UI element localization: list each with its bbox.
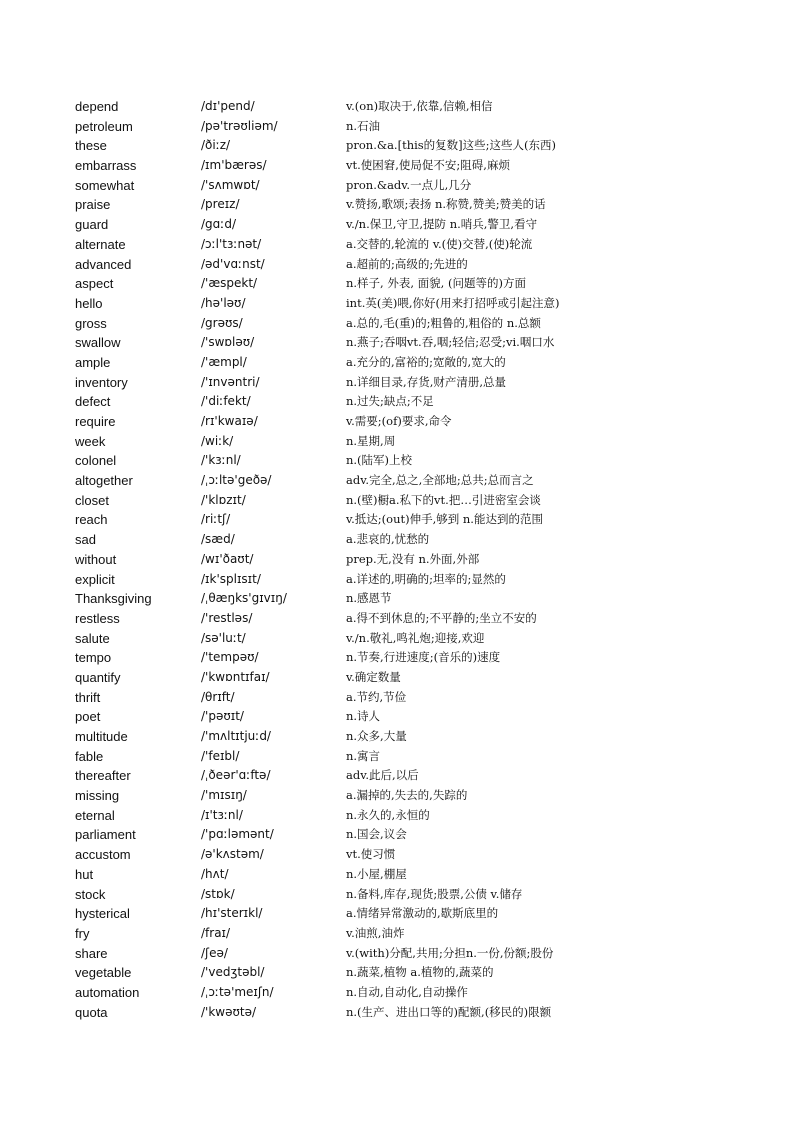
vocab-row — [75, 491, 775, 511]
vocab-meaning: v.确定数量 — [346, 669, 401, 684]
vocab-pronunciation: /'klɒzɪt/ — [201, 492, 246, 507]
vocab-word: advanced — [75, 256, 132, 272]
vocab-word: automation — [75, 984, 140, 1000]
vocab-meaning: n.寓言 — [346, 748, 381, 763]
vocab-row — [75, 825, 775, 845]
vocab-pronunciation: /'pəʊɪt/ — [201, 709, 244, 724]
vocab-word: defect — [75, 394, 111, 410]
vocab-pronunciation: /pə'trəʊliəm/ — [201, 118, 278, 133]
vocab-row — [75, 766, 775, 786]
vocab-row — [75, 333, 775, 353]
vocab-meaning: vt.使困窘,使局促不安;阻碍,麻烦 — [346, 158, 510, 173]
vocab-row — [75, 747, 775, 767]
vocab-pronunciation: /fraɪ/ — [201, 925, 231, 940]
vocab-meaning: v.(on)取决于,依靠,信赖,相信 — [346, 99, 493, 113]
vocab-word: fable — [75, 748, 104, 764]
vocab-meaning: v.需要;(of)要求,命令 — [346, 414, 452, 428]
vocab-meaning: n.节奏,行进速度;(音乐的)速度 — [346, 650, 501, 665]
vocab-row — [75, 373, 775, 393]
vocab-meaning: a.交替的,轮流的 v.(使)交替,(使)轮流 — [346, 236, 533, 251]
vocab-pronunciation: /'sʌmwɒt/ — [201, 177, 260, 192]
vocab-word: hysterical — [75, 906, 130, 922]
vocab-pronunciation: /rɪ'kwaɪə/ — [201, 414, 258, 428]
vocab-row — [75, 176, 775, 196]
vocab-meaning: pron.&a.[this的复数]这些;这些人(东西) — [346, 138, 557, 153]
vocab-word: swallow — [75, 335, 121, 351]
vocab-meaning: v.抵达;(out)伸手,够到 n.能达到的范围 — [346, 512, 543, 527]
vocab-pronunciation: /sə'luːt/ — [201, 630, 246, 645]
vocab-word: colonel — [75, 453, 117, 469]
vocab-row — [75, 353, 775, 373]
vocab-meaning: n.自动,自动化,自动操作 — [346, 984, 468, 999]
vocab-meaning: a.悲哀的,忧愁的 — [346, 532, 430, 547]
vocab-meaning: v./n.保卫,守卫,提防 n.哨兵,警卫,看守 — [346, 217, 538, 232]
vocab-row — [75, 550, 775, 570]
vocab-pronunciation: /ɪm'bærəs/ — [201, 158, 267, 173]
vocab-word: ample — [75, 354, 111, 370]
vocab-pronunciation: /ʃeə/ — [201, 945, 228, 960]
vocab-row — [75, 530, 775, 550]
vocab-meaning: a.详述的,明确的;坦率的;显然的 — [346, 571, 506, 586]
vocab-meaning: n.诗人 — [346, 709, 381, 724]
vocab-row — [75, 865, 775, 885]
vocab-row — [75, 609, 775, 629]
vocab-word: thrift — [75, 689, 101, 705]
vocab-meaning: v.(with)分配,共用;分担n.一份,份额;股份 — [346, 945, 554, 960]
vocab-word: altogether — [75, 473, 133, 489]
vocab-word: require — [75, 414, 116, 429]
vocab-pronunciation: /ə'kʌstəm/ — [201, 847, 264, 862]
vocab-word: eternal — [75, 807, 115, 823]
vocab-row — [75, 688, 775, 708]
vocab-pronunciation: /'swɒləʊ/ — [201, 335, 255, 350]
vocab-row — [75, 314, 775, 334]
vocab-pronunciation: /ˌɔːtə'meɪʃn/ — [201, 984, 274, 999]
vocab-word: without — [75, 551, 117, 567]
vocab-pronunciation: /'feɪbl/ — [201, 748, 240, 763]
vocab-word: somewhat — [75, 177, 135, 193]
vocab-pronunciation: /əd'vɑːnst/ — [201, 256, 265, 271]
vocab-row — [75, 255, 775, 275]
vocab-meaning: int.英(美)喂,你好(用来打招呼或引起注意) — [346, 295, 560, 310]
vocab-pronunciation: /ɪ'tɜːnl/ — [201, 807, 243, 822]
vocab-row — [75, 1003, 775, 1023]
vocab-word: reach — [75, 512, 108, 528]
vocab-row — [75, 786, 775, 806]
vocab-pronunciation: /hʌt/ — [201, 866, 229, 881]
vocab-meaning: a.总的,毛(重)的;粗鲁的,粗俗的 n.总额 — [346, 315, 541, 330]
vocab-pronunciation: /wɪ'ðaʊt/ — [201, 551, 254, 566]
vocab-row — [75, 412, 775, 432]
vocab-word: petroleum — [75, 118, 133, 134]
vocab-word: week — [75, 433, 106, 449]
vocab-pronunciation: /'mɪsɪŋ/ — [201, 788, 247, 803]
vocab-meaning: n.备料,库存,现货;股票,公债 v.储存 — [346, 886, 523, 901]
vocab-row — [75, 924, 775, 944]
vocab-row — [75, 97, 775, 117]
vocab-pronunciation: /ðiːz/ — [201, 138, 231, 153]
vocab-row — [75, 589, 775, 609]
vocab-meaning: a.充分的,富裕的;宽敞的,宽大的 — [346, 354, 506, 369]
vocab-meaning: n.(生产、进出口等的)配额,(移民的)限额 — [346, 1004, 552, 1019]
vocab-meaning: a.节约,节俭 — [346, 689, 407, 704]
vocab-meaning: v./n.敬礼,鸣礼炮;迎接,欢迎 — [346, 630, 485, 645]
vocab-row — [75, 727, 775, 747]
vocab-word: sad — [75, 532, 96, 548]
vocab-pronunciation: /θrɪft/ — [201, 689, 235, 704]
vocab-pronunciation: /stɒk/ — [201, 886, 235, 901]
vocab-row — [75, 215, 775, 235]
vocab-pronunciation: /'kɜːnl/ — [201, 453, 241, 468]
vocab-row — [75, 392, 775, 412]
vocab-row — [75, 136, 775, 156]
vocab-row — [75, 471, 775, 491]
vocab-meaning: v.油煎,油炸 — [346, 925, 405, 940]
vocab-row — [75, 156, 775, 176]
vocab-row — [75, 707, 775, 727]
vocab-row — [75, 963, 775, 983]
vocab-meaning: adv.此后,以后 — [346, 768, 419, 783]
vocab-row — [75, 510, 775, 530]
vocab-word: embarrass — [75, 158, 137, 174]
vocab-row — [75, 451, 775, 471]
vocab-word: fry — [75, 925, 90, 941]
vocab-row — [75, 885, 775, 905]
vocabulary-list — [75, 97, 775, 1022]
vocab-pronunciation: /ɪk'splɪsɪt/ — [201, 571, 261, 586]
vocab-meaning: a.漏掉的,失去的,失踪的 — [346, 788, 468, 803]
vocab-meaning: n.国会,议会 — [346, 827, 407, 842]
vocab-pronunciation: /'pɑːləmənt/ — [201, 827, 274, 842]
vocab-word: gross — [75, 315, 107, 331]
vocab-row — [75, 983, 775, 1003]
vocab-word: tempo — [75, 650, 112, 666]
vocab-meaning: a.情绪异常激动的,歇斯底里的 — [346, 906, 499, 921]
vocab-word: hello — [75, 295, 103, 311]
vocab-word: poet — [75, 709, 101, 725]
vocab-word: alternate — [75, 236, 126, 252]
vocab-meaning: adv.完全,总之,全部地;总共;总而言之 — [346, 473, 534, 488]
vocab-pronunciation: /riːtʃ/ — [201, 512, 231, 527]
vocab-word: share — [75, 945, 108, 961]
vocab-word: vegetable — [75, 965, 132, 981]
vocab-pronunciation: /wiːk/ — [201, 433, 234, 448]
vocab-meaning: n.石油 — [346, 118, 381, 133]
vocab-meaning: n.蔬菜,植物 a.植物的,蔬菜的 — [346, 965, 494, 980]
vocab-row — [75, 944, 775, 964]
vocab-pronunciation: /'æmpl/ — [201, 354, 247, 369]
vocab-row — [75, 668, 775, 688]
vocab-meaning: n.详细目录,存货,财产清册,总量 — [346, 374, 507, 389]
vocab-word: quota — [75, 1004, 108, 1020]
vocab-meaning: n.样子, 外表, 面貌, (问题等的)方面 — [346, 276, 526, 291]
vocab-row — [75, 845, 775, 865]
vocab-word: closet — [75, 492, 109, 508]
vocab-pronunciation: /'tempəʊ/ — [201, 650, 259, 665]
vocab-pronunciation: /ɔːl'tɜːnət/ — [201, 236, 262, 251]
vocab-pronunciation: /'æspekt/ — [201, 276, 258, 291]
vocab-pronunciation: /ˌðeər'ɑːftə/ — [201, 768, 271, 783]
vocab-meaning: n.燕子;吞咽vt.吞,咽;轻信;忍受;vi.咽口水 — [346, 335, 555, 350]
vocab-pronunciation: /'vedʒtəbl/ — [201, 965, 265, 980]
vocab-row — [75, 117, 775, 137]
vocab-pronunciation: /'diːfekt/ — [201, 394, 251, 409]
vocab-meaning: n.永久的,永恒的 — [346, 807, 430, 822]
vocab-meaning: pron.&adv.一点儿,几分 — [346, 177, 472, 192]
vocab-word: explicit — [75, 571, 115, 587]
vocab-word: these — [75, 138, 107, 154]
vocab-pronunciation: /'restləs/ — [201, 610, 253, 625]
vocab-row — [75, 806, 775, 826]
vocab-word: accustom — [75, 847, 131, 863]
vocab-row — [75, 648, 775, 668]
vocab-word: parliament — [75, 827, 136, 843]
vocab-row — [75, 432, 775, 452]
vocab-word: quantify — [75, 669, 121, 685]
vocab-row — [75, 274, 775, 294]
vocab-row — [75, 629, 775, 649]
vocab-word: Thanksgiving — [75, 591, 152, 607]
vocab-meaning: n.(壁)橱a.私下的vt.把…引进密室会谈 — [346, 492, 541, 507]
vocab-row — [75, 904, 775, 924]
vocab-row — [75, 195, 775, 215]
vocab-meaning: n.众多,大量 — [346, 729, 407, 743]
vocab-word: restless — [75, 610, 120, 626]
vocab-meaning: n.(陆军)上校 — [346, 453, 413, 468]
vocab-pronunciation: /gɑːd/ — [201, 217, 236, 232]
vocab-meaning: n.感恩节 — [346, 591, 392, 606]
vocab-pronunciation: /'kwɒntɪfaɪ/ — [201, 669, 270, 684]
vocab-meaning: a.超前的;高级的;先进的 — [346, 256, 468, 271]
vocab-word: multitude — [75, 729, 128, 744]
vocab-row — [75, 235, 775, 255]
vocab-word: guard — [75, 217, 109, 233]
vocab-word: praise — [75, 197, 111, 213]
vocab-row — [75, 294, 775, 314]
vocab-meaning: prep.无,没有 n.外面,外部 — [346, 551, 480, 566]
vocab-row — [75, 570, 775, 590]
vocab-word: aspect — [75, 276, 114, 292]
vocab-pronunciation: /'ɪnvəntri/ — [201, 374, 260, 389]
vocab-pronunciation: /sæd/ — [201, 532, 235, 547]
vocab-meaning: a.得不到休息的;不平静的;坐立不安的 — [346, 610, 537, 625]
vocab-pronunciation: /'kwəʊtə/ — [201, 1004, 257, 1019]
vocab-word: depend — [75, 99, 119, 114]
vocab-pronunciation: /'mʌltɪtjuːd/ — [201, 729, 271, 743]
vocab-pronunciation: /ˌθæŋks'gɪvɪŋ/ — [201, 591, 287, 606]
vocab-word: inventory — [75, 374, 128, 390]
vocab-meaning: n.小屋,棚屋 — [346, 866, 407, 881]
vocab-meaning: n.星期,周 — [346, 433, 396, 448]
vocab-pronunciation: /grəʊs/ — [201, 315, 243, 330]
vocab-word: salute — [75, 630, 110, 646]
vocab-word: stock — [75, 886, 106, 902]
vocab-word: thereafter — [75, 768, 131, 784]
vocab-meaning: v.赞扬,歌颂;表扬 n.称赞,赞美;赞美的话 — [346, 197, 546, 212]
vocab-pronunciation: /dɪ'pend/ — [201, 99, 255, 113]
vocab-pronunciation: /preɪz/ — [201, 197, 240, 212]
vocab-meaning: vt.使习惯 — [346, 847, 396, 862]
vocab-pronunciation: /hə'ləʊ/ — [201, 295, 246, 310]
vocab-meaning: n.过失;缺点;不足 — [346, 394, 434, 409]
vocab-word: missing — [75, 788, 120, 804]
vocab-pronunciation: /ˌɔːltə'geðə/ — [201, 473, 272, 488]
vocab-pronunciation: /hɪ'sterɪkl/ — [201, 906, 263, 921]
vocab-word: hut — [75, 866, 94, 882]
